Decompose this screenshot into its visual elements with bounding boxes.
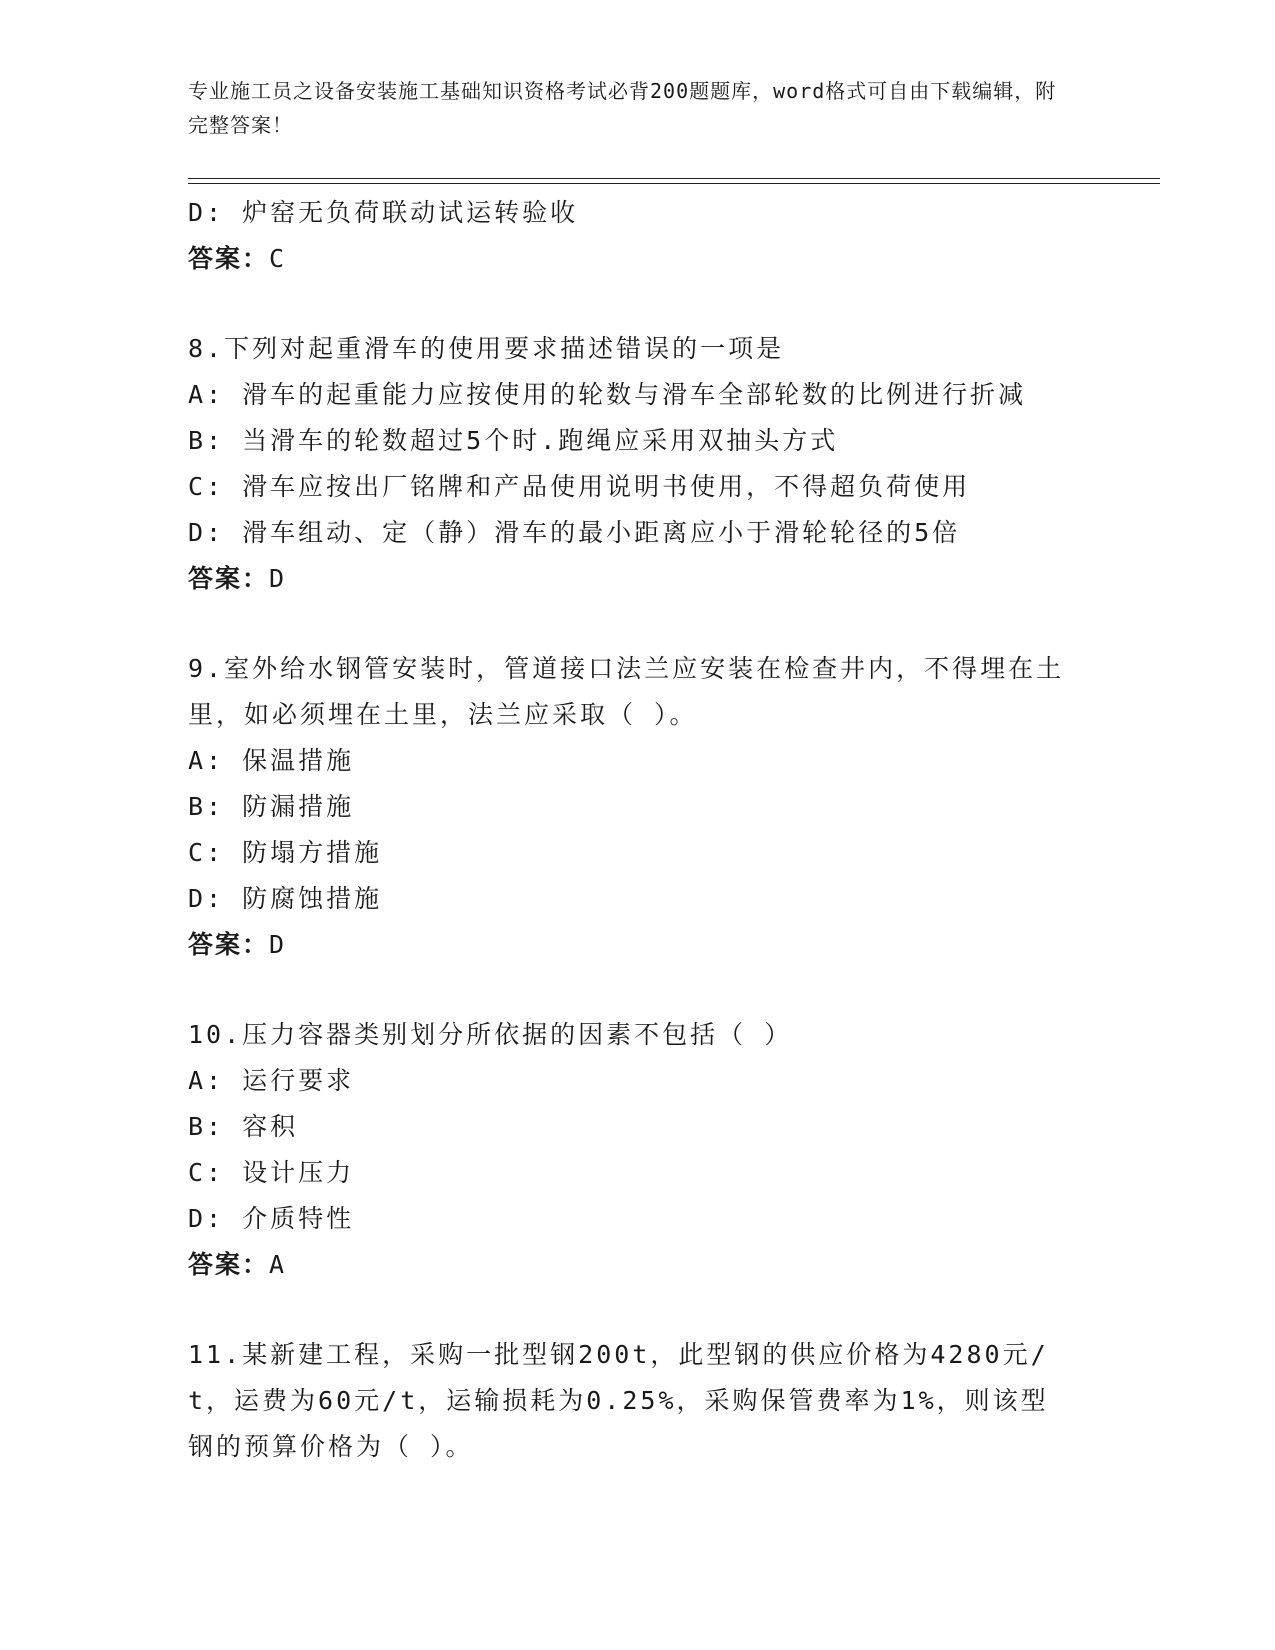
- spacer: [188, 602, 1068, 646]
- answer-label: 答案：: [188, 930, 270, 959]
- spacer: [188, 1288, 1068, 1332]
- spacer: [188, 968, 1068, 1012]
- option-a: A: 保温措施: [188, 746, 355, 775]
- option-b: B: 容积: [188, 1112, 299, 1141]
- question-stem-10: 10.压力容器类别划分所依据的因素不包括（ ）: [188, 1020, 793, 1049]
- question-stem-8: 8.下列对起重滑车的使用要求描述错误的一项是: [188, 334, 785, 363]
- spacer: [188, 282, 1068, 326]
- option-c: C: 滑车应按出厂铭牌和产品使用说明书使用，不得超负荷使用: [188, 472, 971, 501]
- answer-8: [188, 556, 1068, 602]
- answer-label: 答案：: [188, 564, 270, 593]
- prev-answer: [188, 236, 1068, 282]
- option-a: A: 运行要求: [188, 1066, 355, 1095]
- option-a: A: 滑车的起重能力应按使用的轮数与滑车全部轮数的比例进行折减: [188, 380, 1027, 409]
- option-b: B: 防漏措施: [188, 792, 355, 821]
- question-stem-9: 9.室外给水钢管安装时，管道接口法兰应安装在检查井内，不得埋在土里，如必须埋在土里，法兰应采取（ ）。: [188, 654, 1065, 729]
- prev-option-d: D: 炉窑无负荷联动试运转验收: [188, 198, 579, 227]
- document-header: 专业施工员之设备安装施工基础知识资格考试必背200题题库，word格式可自由下载编辑，附完整答案！: [188, 79, 1057, 137]
- answer-value: A: [269, 1250, 287, 1279]
- question-stem-11: 11.某新建工程，采购一批型钢200t，此型钢的供应价格为4280元/t，运费为60元/t，运输损耗为0.25%，采购保管费率为1%，则该型钢的预算价格为（ ）。: [188, 1340, 1049, 1461]
- answer-label: 答案：: [188, 244, 270, 273]
- option-d: D: 防腐蚀措施: [188, 884, 383, 913]
- answer-value: C: [269, 244, 287, 273]
- answer-label: 答案：: [188, 1250, 270, 1279]
- option-d: D: 滑车组动、定（静）滑车的最小距离应小于滑轮轮径的5倍: [188, 518, 961, 547]
- answer-10: [188, 1242, 1068, 1288]
- answer-value: D: [269, 564, 287, 593]
- header-rule-bottom: [188, 183, 1160, 184]
- header-rule-top: [188, 178, 1160, 179]
- option-b: B: 当滑车的轮数超过5个时.跑绳应采用双抽头方式: [188, 426, 839, 455]
- option-d: D: 介质特性: [188, 1204, 355, 1233]
- answer-value: D: [269, 930, 287, 959]
- option-c: C: 防塌方措施: [188, 838, 383, 867]
- option-c: C: 设计压力: [188, 1158, 355, 1187]
- question-content: [188, 190, 1068, 1470]
- answer-9: [188, 922, 1068, 968]
